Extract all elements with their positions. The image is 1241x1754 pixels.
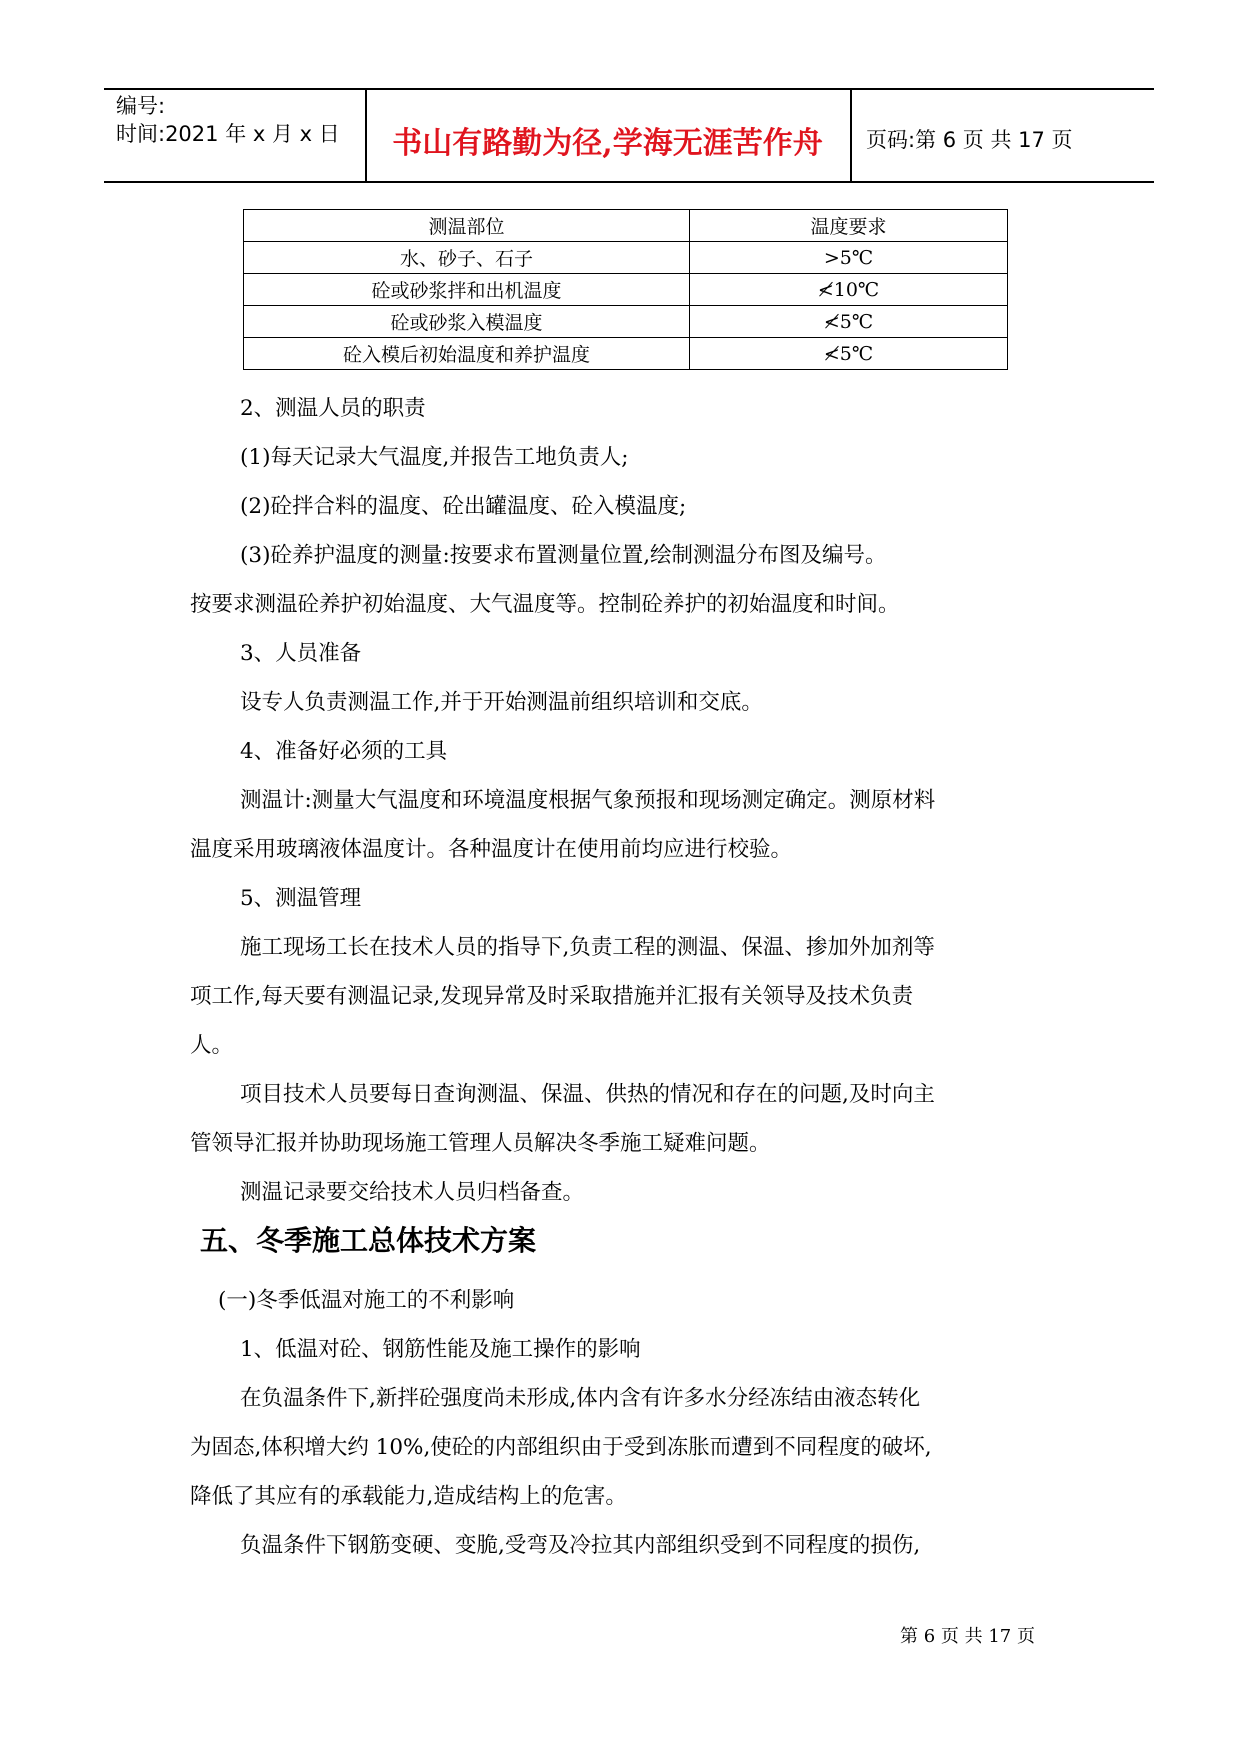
section-heading: 2、测温人员的职责 bbox=[240, 396, 426, 421]
paragraph-line: 降低了其应有的承载能力,造成结构上的危害。 bbox=[190, 1484, 627, 1509]
section-heading: 3、人员准备 bbox=[240, 641, 362, 666]
paragraph-line: 测温计:测量大气温度和环境温度根据气象预报和现场测定确定。测原材料 bbox=[240, 788, 936, 813]
list-item: (2)砼拌合料的温度、砼出罐温度、砼入模温度; bbox=[240, 494, 687, 519]
header-page-info: 页码:第 6 页 共 17 页 bbox=[866, 128, 1073, 152]
table-cell: 水、砂子、石子 bbox=[244, 242, 690, 274]
header-number-label: 编号: bbox=[116, 94, 166, 118]
header-top-rule bbox=[104, 88, 1154, 90]
table-cell: 砼或砂浆拌和出机温度 bbox=[244, 274, 690, 306]
table-header-cell: 测温部位 bbox=[244, 210, 690, 242]
list-item: (1)每天记录大气温度,并报告工地负责人; bbox=[240, 445, 629, 470]
paragraph-line: 施工现场工长在技术人员的指导下,负责工程的测温、保温、掺加外加剂等 bbox=[240, 935, 935, 960]
table-cell: 砼入模后初始温度和养护温度 bbox=[244, 338, 690, 370]
section-heading: 5、测温管理 bbox=[240, 886, 362, 911]
table-cell: ≮5℃ bbox=[690, 338, 1008, 370]
table-header-cell: 温度要求 bbox=[690, 210, 1008, 242]
paragraph-line: 按要求测温砼养护初始温度、大气温度等。控制砼养护的初始温度和时间。 bbox=[190, 592, 900, 617]
table-header-row bbox=[244, 210, 1008, 242]
subsection-heading: (一)冬季低温对施工的不利影响 bbox=[218, 1288, 515, 1313]
table-cell: ≮5℃ bbox=[690, 306, 1008, 338]
section-heading: 4、准备好必须的工具 bbox=[240, 739, 448, 764]
paragraph-line: 设专人负责测温工作,并于开始测温前组织培训和交底。 bbox=[240, 690, 763, 715]
header-meta bbox=[116, 92, 340, 148]
section-heading: 1、低温对砼、钢筋性能及施工操作的影响 bbox=[240, 1337, 641, 1362]
paragraph-line: 测温记录要交给技术人员归档备查。 bbox=[240, 1180, 585, 1205]
header-time-label: 时间:2021 年 x 月 x 日 bbox=[116, 122, 340, 146]
paragraph-line: 温度采用玻璃液体温度计。各种温度计在使用前均应进行校验。 bbox=[190, 837, 793, 862]
header-divider-right bbox=[850, 88, 852, 181]
paragraph-line: 为固态,体积增大约 10%,使砼的内部组织由于受到冻胀而遭到不同程度的破坏, bbox=[190, 1435, 932, 1460]
chapter-title: 五、冬季施工总体技术方案 bbox=[200, 1224, 537, 1257]
paragraph-line: 管领导汇报并协助现场施工管理人员解决冬季施工疑难问题。 bbox=[190, 1131, 771, 1156]
temperature-table bbox=[243, 209, 1008, 370]
paragraph-line: 人。 bbox=[190, 1033, 234, 1058]
table-cell: ≮10℃ bbox=[690, 274, 1008, 306]
paragraph-line: 负温条件下钢筋变硬、变脆,受弯及冷拉其内部组织受到不同程度的损伤, bbox=[240, 1533, 921, 1558]
header-motto: 书山有路勤为径,学海无涯苦作舟 bbox=[392, 126, 823, 161]
table-row bbox=[244, 306, 1008, 338]
footer-page-number: 第 6 页 共 17 页 bbox=[900, 1626, 1035, 1647]
header-bottom-rule bbox=[104, 181, 1154, 183]
table-row bbox=[244, 274, 1008, 306]
paragraph-line: 项工作,每天要有测温记录,发现异常及时采取措施并汇报有关领导及技术负责 bbox=[190, 984, 914, 1009]
paragraph-line: 在负温条件下,新拌砼强度尚未形成,体内含有许多水分经冻结由液态转化 bbox=[240, 1386, 921, 1411]
paragraph-line: 项目技术人员要每日查询测温、保温、供热的情况和存在的问题,及时向主 bbox=[240, 1082, 935, 1107]
table-cell: 砼或砂浆入模温度 bbox=[244, 306, 690, 338]
table-cell: >5℃ bbox=[690, 242, 1008, 274]
table-row bbox=[244, 242, 1008, 274]
list-item: (3)砼养护温度的测量:按要求布置测量位置,绘制测温分布图及编号。 bbox=[240, 543, 887, 568]
table-row bbox=[244, 338, 1008, 370]
